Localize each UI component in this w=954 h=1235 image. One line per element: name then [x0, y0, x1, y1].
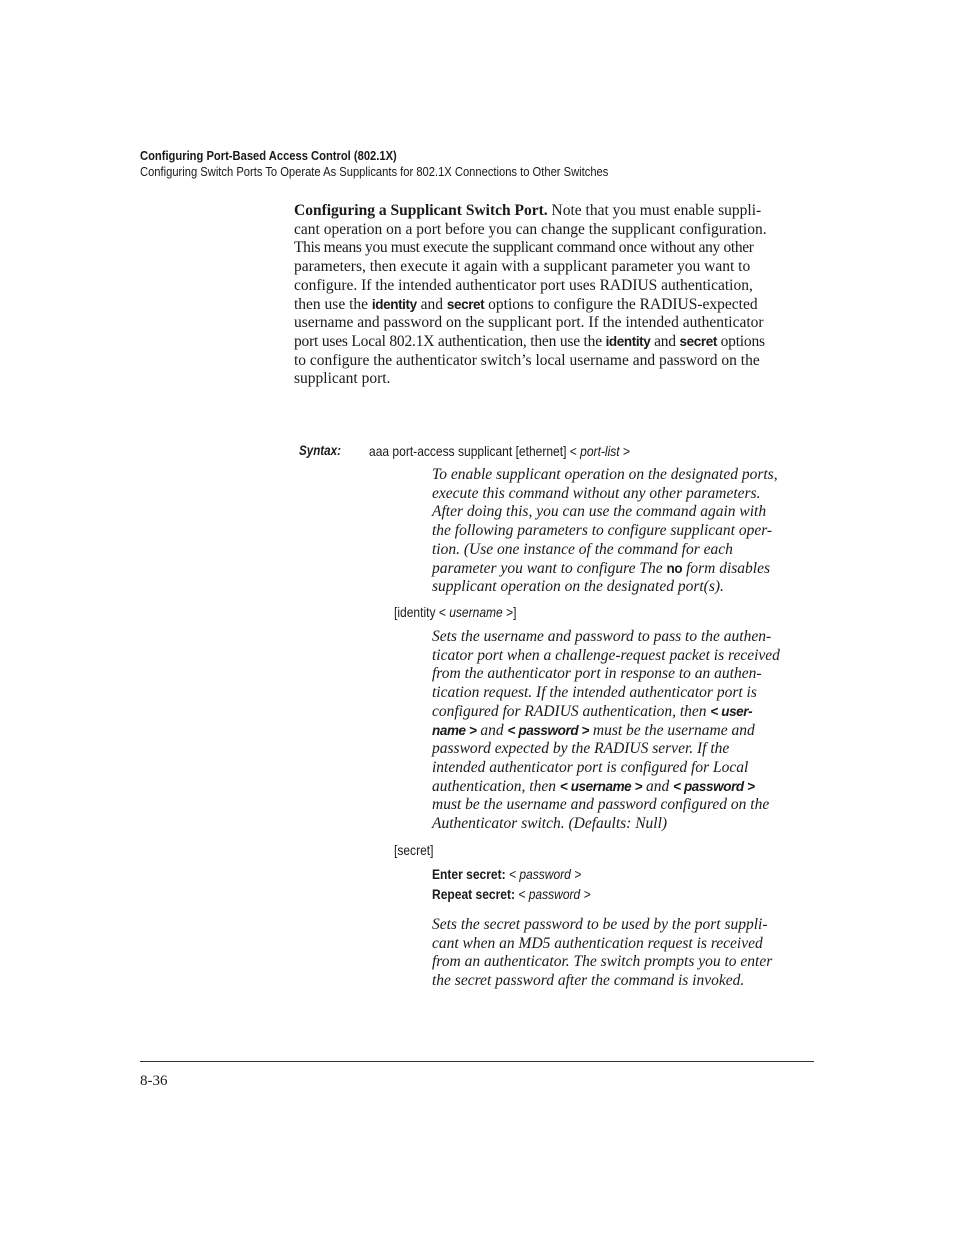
- intro-paragraph: Configuring a Supplicant Switch Port. Note that you must enable suppli- cant operation on a port before you can change the supplicant configuration. This means you must execute the supplicant command once without any other parameters, then execute it again with a supplicant parameter you want to configure. If the intended authenticator port uses RADIUS authentication, then use the identity and secret options to configure the RADIUS-expected username and password on the supplicant port. If the intended authenticator port uses Local 802.1X authentication, then use the identity and secret options to configure the authenticator switch’s local username and password on the supplicant port.: [294, 202, 767, 388]
- identity-description: Sets the username and password to pass to the authen- ticator port when a challenge-request packet is received from the authenticator port in response to an authen- tication request. If the intended authenticator port is configured for RADIUS authentication, then < user- name > and < password > must be the username and password expected by the RADIUS server. If the intended authenticator port is configured for Local authentication, then < username > and < password > must be the username and password configured on the Authenticator switch. (Defaults: Null): [432, 628, 780, 833]
- port-list-param: port-list: [580, 443, 620, 459]
- password-keyword: < password >: [673, 778, 755, 794]
- syntax-command: aaa port-access supplicant [ethernet] < port-list >: [369, 443, 631, 459]
- password-keyword: < password >: [507, 722, 590, 738]
- section-title: Configuring Switch Ports To Operate As Supplicants for 802.1X Connections to Other Switches: [140, 164, 609, 179]
- identity-option: [identity < username >]: [394, 604, 517, 620]
- syntax-label: Syntax:: [299, 443, 341, 458]
- footer-rule: [140, 1061, 814, 1062]
- intro-lead: Configuring a Supplicant Switch Port.: [294, 202, 548, 219]
- secret-keyword: secret: [679, 333, 717, 349]
- chapter-title: Configuring Port-Based Access Control (802.1X): [140, 148, 397, 163]
- secret-description: Sets the secret password to be used by the port suppli- cant when an MD5 authentication request is received from an authenticator. The switch prompts you to enter the secret password after the command is invoked.: [432, 916, 773, 990]
- page-number: 8-36: [140, 1073, 168, 1089]
- username-keyword: < user-: [710, 703, 753, 719]
- syntax-description: To enable supplicant operation on the designated ports, execute this command without any other parameters. After doing this, you can use the command again with the following parameters to configure supplicant oper- tion. (Use one instance of the command for each parameter you want to configure The no form disables supplicant operation on the designated port(s).: [432, 466, 778, 596]
- enter-secret-prompt: Enter secret: < password >: [432, 866, 582, 882]
- identity-keyword: identity: [605, 333, 651, 349]
- no-keyword: no: [666, 560, 683, 576]
- secret-option: [secret]: [394, 842, 434, 858]
- identity-keyword: identity: [371, 296, 417, 312]
- username-param: username: [449, 604, 503, 620]
- secret-keyword: secret: [446, 296, 485, 312]
- repeat-secret-prompt: Repeat secret: < password >: [432, 886, 591, 902]
- username-keyword: < username >: [559, 778, 643, 794]
